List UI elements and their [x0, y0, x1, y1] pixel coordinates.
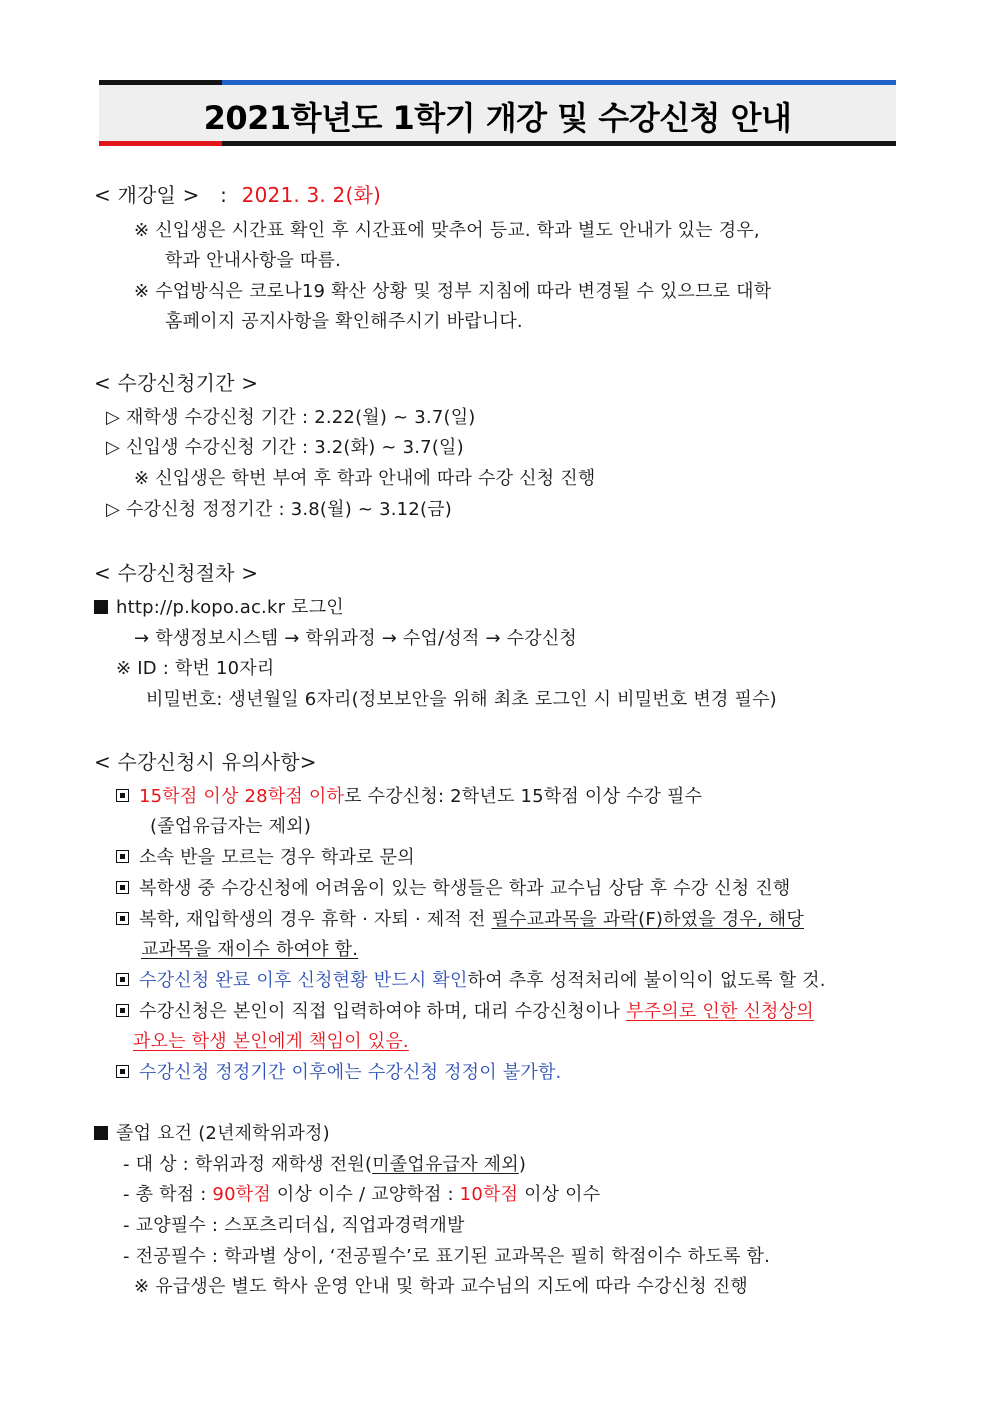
graduation-heading: 졸업 요건 (2년제학위과정) [116, 1123, 330, 1144]
procedure-login: http://p.kopo.ac.kr 로그인 [116, 597, 344, 618]
period-correction: ▷ 수강신청 정정기간 : 3.8(월) ~ 3.12(금) [106, 499, 452, 520]
black-square-bullet-icon [94, 1126, 108, 1140]
procedure-login-line [94, 596, 344, 620]
period-heading: < 수강신청기간 > [94, 371, 259, 395]
graduation-target-label: - 대 상 : 학위과정 재학생 전원( [123, 1154, 373, 1175]
caution-no-correction [116, 1061, 561, 1085]
graduation-target [123, 1153, 526, 1177]
opening-heading: < 개강일 > [94, 183, 200, 207]
title-bar-bottom-red [99, 141, 222, 146]
graduation-credits [123, 1183, 600, 1207]
caution-responsibility-cont: 과오는 학생 본인에게 책임이 있음. [133, 1031, 409, 1052]
title-bar-top-blue [222, 80, 896, 85]
period-returning-students: ▷ 재학생 수강신청 기간 : 2.22(월) ~ 3.7(일) [106, 407, 476, 428]
graduation-target-exclusion: 미졸업유급자 제외 [372, 1154, 519, 1175]
graduation-credits-total: 90학점 [212, 1184, 271, 1205]
square-bullet-icon [116, 850, 129, 863]
caution-check-status-blue: 수강신청 완료 이후 신청현황 반드시 확인 [139, 970, 468, 991]
caution-credit-limit-cont: (졸업유급자는 제외) [150, 816, 312, 837]
graduation-heading-line [94, 1122, 330, 1146]
caution-credit-range: 15학점 이상 28학점 이하 [139, 786, 345, 807]
title-banner [99, 80, 896, 146]
opening-heading-line [94, 183, 381, 207]
opening-note-2: ※ 수업방식은 코로나19 확산 상황 및 정부 지침에 따라 변경될 수 있으므로 대학 [134, 281, 772, 302]
square-bullet-icon [116, 789, 129, 802]
graduation-credits-liberal: 10학점 [459, 1184, 519, 1205]
period-new-students: ▷ 신입생 수강신청 기간 : 3.2(화) ~ 3.7(일) [106, 437, 464, 458]
graduation-credits-label: - 총 학점 : [123, 1184, 213, 1205]
period-new-students-note: ※ 신입생은 학번 부여 후 학과 안내에 따라 수강 신청 진행 [134, 468, 596, 489]
opening-colon: : [220, 183, 228, 207]
caution-credit-rest: 로 수강신청: 2학년도 15학점 이상 수강 필수 [344, 786, 703, 807]
caution-check-status [116, 969, 826, 993]
black-square-bullet-icon [94, 600, 108, 614]
caution-no-correction-text: 수강신청 정정기간 이후에는 수강신청 정정이 불가함. [139, 1062, 562, 1083]
square-bullet-icon [116, 1065, 129, 1078]
title-bar-top-black [99, 80, 222, 85]
square-bullet-icon [116, 912, 129, 925]
caution-check-status-rest: 하여 추후 성적처리에 불이익이 없도록 할 것. [467, 970, 826, 991]
procedure-id: ※ ID : 학번 10자리 [116, 658, 275, 679]
caution-retake-cont: 교과목을 재이수 하여야 함. [141, 939, 359, 960]
caution-retake [116, 908, 804, 932]
procedure-path: → 학생정보시스템 → 학위과정 → 수업/성적 → 수강신청 [134, 628, 578, 649]
caution-credit-limit [116, 785, 702, 809]
caution-class-inquiry-text: 소속 반을 모르는 경우 학과로 문의 [139, 847, 415, 868]
graduation-note: ※ 유급생은 별도 학사 운영 안내 및 학과 교수님의 지도에 따라 수강신청 진행 [134, 1276, 748, 1297]
graduation-credits-end: 이상 이수 [518, 1184, 601, 1205]
page-title: 2021학년도 1학기 개강 및 수강신청 안내 [203, 99, 792, 137]
graduation-credits-mid: 이상 이수 / 교양학점 : [270, 1184, 460, 1205]
square-bullet-icon [116, 1004, 129, 1017]
square-bullet-icon [116, 881, 129, 894]
square-bullet-icon [116, 973, 129, 986]
caution-retake-plain: 복학, 재입학생의 경우 휴학 · 자퇴 · 제적 전 [139, 909, 492, 930]
caution-class-inquiry [116, 846, 415, 870]
caution-responsibility [116, 1000, 814, 1024]
procedure-password: 비밀번호: 생년월일 6자리(정보보안을 위해 최초 로그인 시 비밀번호 변경 필수) [146, 689, 777, 710]
opening-note-2-cont: 홈페이지 공지사항을 확인해주시기 바랍니다. [165, 311, 523, 332]
caution-retake-underlined: 필수교과목을 과락(F)하였을 경우, 해당 [491, 909, 804, 930]
cautions-heading: < 수강신청시 유의사항> [94, 750, 317, 774]
procedure-heading: < 수강신청절차 > [94, 561, 259, 585]
caution-returning-consult-text: 복학생 중 수강신청에 어려움이 있는 학생들은 학과 교수님 상담 후 수강 신청 진행 [139, 878, 791, 899]
graduation-liberal-required: - 교양필수 : 스포츠리더십, 직업과경력개발 [123, 1215, 465, 1236]
title-bar-bottom-black [222, 141, 896, 146]
graduation-target-end: ) [518, 1154, 527, 1175]
opening-note-1: ※ 신입생은 시간표 확인 후 시간표에 맞추어 등교. 학과 별도 안내가 있는 경우, [134, 220, 760, 241]
opening-date: 2021. 3. 2(화) [241, 183, 381, 207]
caution-responsibility-red: 부주의로 인한 신청상의 [626, 1001, 814, 1022]
caution-returning-consult [116, 877, 790, 901]
graduation-major-required: - 전공필수 : 학과별 상이, ‘전공필수’로 표기된 교과목은 필히 학점이수 하도록 함. [123, 1246, 771, 1267]
caution-responsibility-plain: 수강신청은 본인이 직접 입력하여야 하며, 대리 수강신청이나 [139, 1001, 627, 1022]
opening-note-1-cont: 학과 안내사항을 따름. [165, 250, 342, 271]
